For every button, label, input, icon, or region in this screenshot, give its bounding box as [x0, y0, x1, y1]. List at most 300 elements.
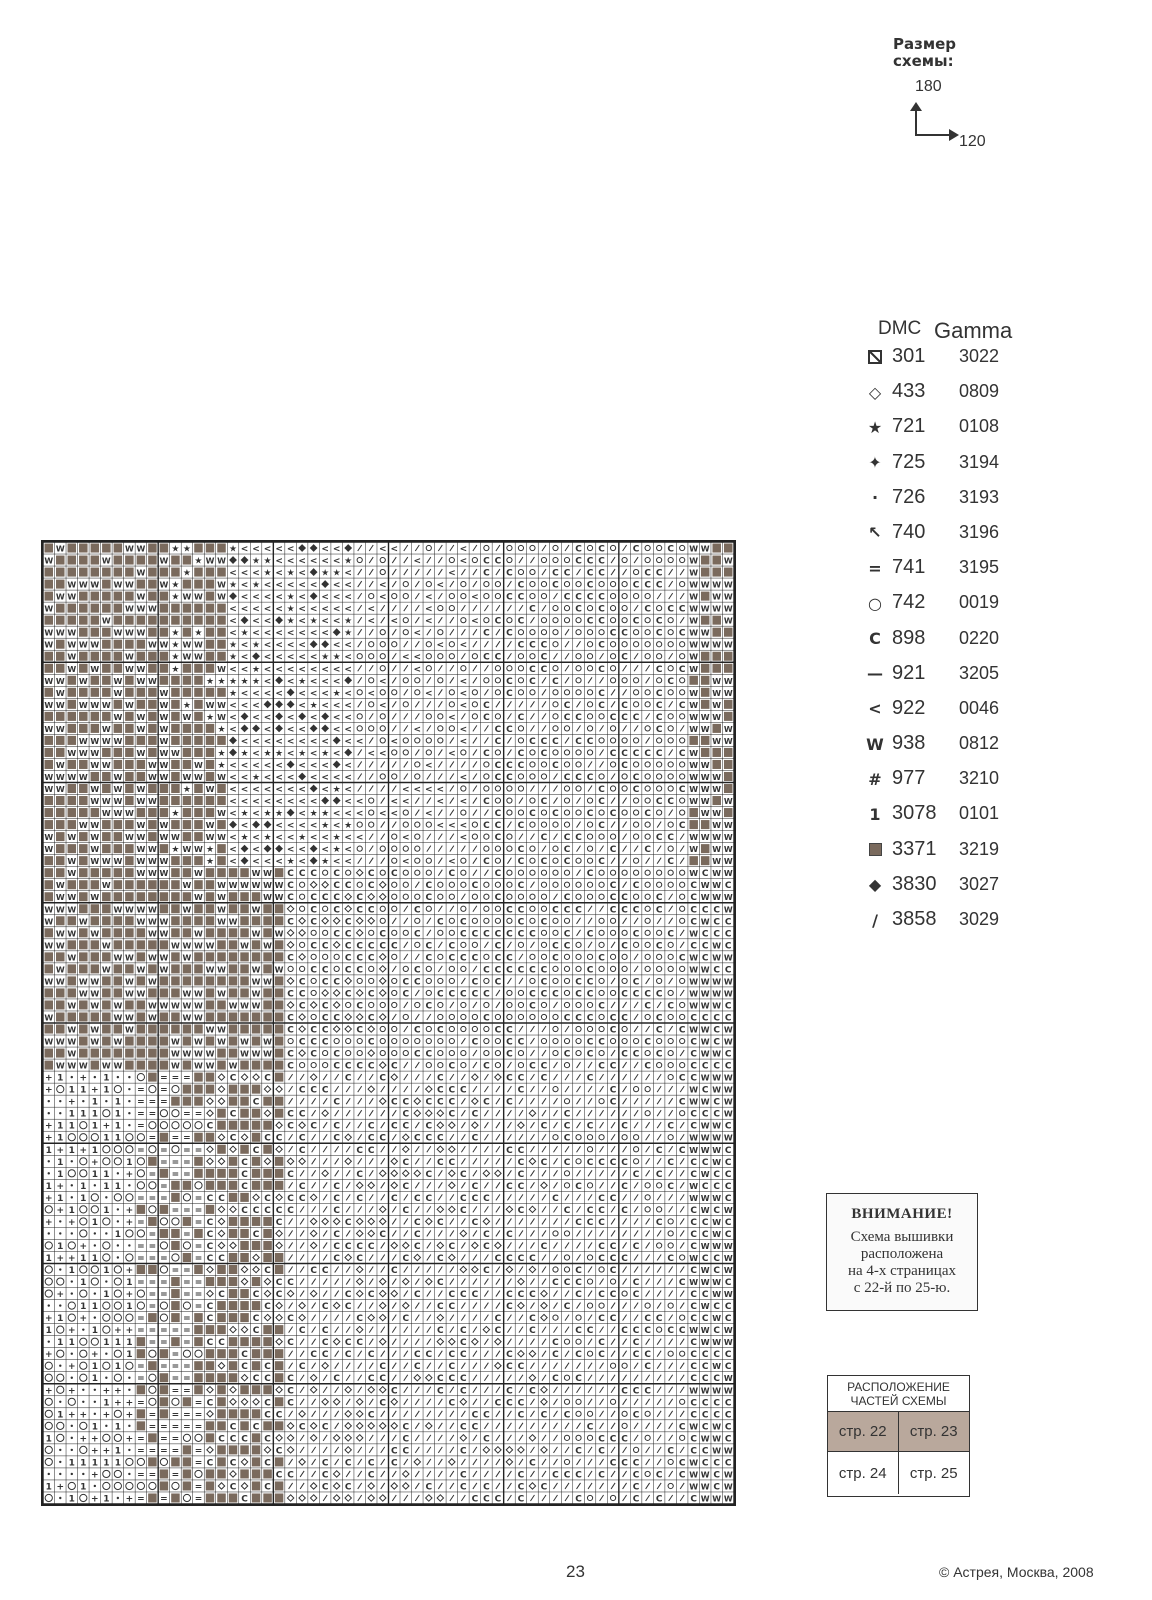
svg-text:C: C [333, 893, 340, 904]
svg-text:C: C [598, 953, 605, 964]
svg-text:=: = [160, 1097, 168, 1108]
svg-text:W: W [101, 941, 111, 951]
svg-text:C: C [367, 1013, 375, 1024]
svg-text:W: W [55, 977, 65, 987]
svg-text:C: C [678, 1458, 686, 1469]
svg-text:C: C [321, 1422, 329, 1433]
svg-text:C: C [413, 965, 421, 976]
svg-text:1: 1 [91, 1097, 98, 1108]
svg-text:W: W [67, 1049, 77, 1059]
svg-text:W: W [159, 857, 169, 867]
svg-text:<: < [240, 652, 249, 663]
svg-text:1: 1 [57, 1073, 64, 1084]
svg-text:C: C [540, 748, 548, 759]
svg-text:C: C [575, 604, 582, 615]
svg-text:<: < [471, 616, 479, 627]
svg-text:W: W [712, 977, 722, 987]
svg-text:C: C [506, 929, 513, 940]
svg-text:C: C [701, 1374, 709, 1385]
svg-text:<: < [436, 785, 445, 796]
svg-text:W: W [136, 797, 146, 807]
svg-text:C: C [379, 1073, 387, 1084]
svg-text:W: W [44, 917, 54, 927]
svg-text:C: C [529, 1253, 536, 1264]
svg-text:C: C [506, 1386, 513, 1397]
svg-text:<: < [425, 688, 433, 699]
svg-text:C: C [552, 568, 559, 579]
svg-text:1: 1 [114, 1133, 121, 1144]
svg-text:<: < [344, 700, 352, 711]
svg-text:C: C [563, 941, 571, 952]
svg-text:1: 1 [91, 1253, 98, 1264]
svg-text:C: C [621, 1121, 628, 1132]
svg-text:W: W [217, 592, 226, 602]
svg-text:C: C [713, 1458, 721, 1469]
svg-text:W: W [136, 833, 146, 843]
svg-text:C: C [344, 1338, 352, 1349]
svg-text:★: ★ [171, 592, 180, 603]
svg-text:+: + [44, 1386, 53, 1397]
svg-text:<: < [355, 797, 364, 808]
svg-text:C: C [321, 1350, 329, 1361]
svg-text:C: C [701, 1350, 709, 1361]
svg-text:W: W [136, 869, 146, 879]
svg-text:C: C [402, 1422, 410, 1433]
svg-text:W: W [159, 712, 169, 722]
svg-text:W: W [723, 688, 733, 698]
svg-text:C: C [690, 1109, 697, 1120]
svg-text:W: W [78, 748, 88, 758]
svg-text:=: = [148, 1422, 157, 1433]
svg-text:=: = [148, 1290, 157, 1301]
svg-text:W: W [90, 977, 100, 987]
svg-text:=: = [148, 1338, 157, 1349]
svg-text:<: < [309, 676, 318, 687]
svg-text:W: W [44, 724, 54, 734]
svg-text:W: W [689, 1097, 699, 1107]
svg-text:C: C [621, 941, 628, 952]
svg-text:★: ★ [309, 809, 318, 820]
svg-text:C: C [298, 1181, 306, 1192]
svg-text:<: < [344, 809, 352, 820]
svg-text:W: W [113, 676, 123, 686]
svg-text:C: C [367, 1133, 375, 1144]
svg-text:C: C [287, 1193, 294, 1204]
svg-text:C: C [701, 929, 709, 940]
svg-text:=: = [183, 1290, 191, 1301]
svg-text:C: C [413, 1133, 421, 1144]
svg-text:W: W [55, 893, 65, 903]
svg-text:★: ★ [217, 748, 226, 759]
svg-text:W: W [712, 580, 722, 590]
svg-text:W: W [217, 556, 226, 566]
svg-text:W: W [147, 676, 157, 686]
svg-text:★: ★ [321, 652, 330, 663]
svg-text:W: W [101, 724, 111, 734]
svg-text:W: W [712, 989, 722, 999]
svg-text:W: W [113, 905, 123, 915]
svg-text:C: C [460, 953, 467, 964]
legend-gamma-code: 0809 [959, 381, 1000, 402]
svg-text:C: C [529, 640, 536, 651]
svg-text:C: C [690, 917, 697, 928]
svg-text:W: W [723, 1037, 733, 1047]
svg-text:C: C [678, 664, 686, 675]
svg-text:C: C [701, 941, 709, 952]
svg-text:C: C [517, 1362, 525, 1373]
svg-text:C: C [367, 1350, 375, 1361]
svg-text:=: = [183, 1157, 191, 1168]
svg-text:W: W [712, 772, 722, 782]
svg-text:=: = [194, 1241, 203, 1252]
svg-text:C: C [425, 1133, 433, 1144]
svg-text:C: C [586, 1422, 594, 1433]
svg-text:C: C [529, 736, 536, 747]
svg-text:C: C [287, 989, 294, 1000]
svg-text:C: C [390, 941, 398, 952]
svg-text:C: C [655, 797, 663, 808]
svg-text:W: W [124, 652, 134, 662]
svg-text:C: C [356, 1193, 364, 1204]
svg-text:C: C [264, 1434, 271, 1445]
svg-text:<: < [286, 664, 295, 675]
svg-text:<: < [240, 664, 249, 675]
svg-text:C: C [206, 1314, 214, 1325]
svg-text:C: C [632, 1386, 640, 1397]
svg-text:W: W [723, 1338, 733, 1348]
svg-text:C: C [609, 1314, 617, 1325]
svg-text:<: < [240, 688, 249, 699]
svg-text:<: < [471, 592, 479, 603]
svg-text:C: C [632, 1458, 640, 1469]
scheme-parts-table [827, 1375, 970, 1497]
svg-text:C: C [598, 1037, 605, 1048]
svg-text:★: ★ [309, 616, 318, 627]
svg-text:C: C [494, 736, 502, 747]
svg-text:W: W [217, 580, 226, 590]
svg-text:C: C [298, 1133, 306, 1144]
svg-text:C: C [621, 893, 628, 904]
svg-text:W: W [689, 652, 699, 662]
svg-text:C: C [563, 893, 571, 904]
svg-text:1: 1 [68, 1494, 75, 1504]
svg-text:W: W [228, 1061, 238, 1071]
svg-text:C: C [598, 1241, 605, 1252]
svg-text:W: W [205, 965, 215, 975]
svg-text:C: C [367, 1145, 375, 1156]
svg-text:W: W [263, 941, 272, 951]
legend-gamma-code: 3022 [959, 346, 1000, 366]
svg-text:1: 1 [80, 1482, 87, 1493]
svg-text:C: C [437, 1097, 444, 1108]
svg-text:C: C [655, 628, 663, 639]
svg-text:W: W [159, 556, 169, 566]
svg-text:C: C [344, 953, 352, 964]
svg-text:W: W [194, 1061, 203, 1071]
svg-text:C: C [609, 1266, 617, 1277]
svg-text:C: C [333, 1241, 340, 1252]
svg-text:W: W [689, 616, 699, 626]
svg-text:<: < [240, 772, 249, 783]
svg-text:C: C [552, 736, 559, 747]
svg-text:C: C [655, 712, 663, 723]
svg-text:<: < [263, 772, 272, 783]
svg-text:C: C [344, 941, 352, 952]
svg-text:C: C [367, 1037, 375, 1048]
svg-text:W: W [205, 785, 215, 795]
svg-text:W: W [723, 676, 733, 686]
svg-text:C: C [437, 1025, 444, 1036]
svg-text:W: W [147, 845, 157, 855]
embroidery-chart [43, 542, 734, 1504]
svg-text:W: W [723, 1374, 733, 1384]
svg-text:<: < [367, 748, 375, 759]
svg-text:<: < [263, 797, 272, 808]
svg-text:C: C [540, 917, 548, 928]
svg-text:W: W [182, 652, 192, 662]
svg-text:1: 1 [103, 1458, 110, 1469]
svg-text:W: W [700, 712, 710, 722]
svg-text:W: W [723, 869, 733, 879]
svg-text:C: C [690, 1350, 697, 1361]
svg-text:C: C [529, 1061, 536, 1072]
svg-text:<: < [402, 797, 410, 808]
svg-text:1: 1 [91, 1422, 98, 1433]
svg-text:C: C [437, 1278, 444, 1289]
svg-text:C: C [655, 1470, 663, 1481]
legend-dmc-code: 742 [892, 591, 926, 614]
svg-text:=: = [194, 1290, 203, 1301]
svg-text:<: < [298, 568, 306, 579]
svg-text:=: = [148, 1133, 157, 1144]
svg-text:+: + [79, 1410, 88, 1421]
svg-text:W: W [723, 724, 733, 734]
svg-text:W: W [712, 1278, 722, 1288]
svg-text:C: C [287, 1338, 294, 1349]
svg-text:W: W [217, 664, 226, 674]
svg-text:<: < [286, 544, 295, 555]
svg-text:W: W [689, 833, 699, 843]
svg-text:=: = [171, 1374, 180, 1385]
svg-text:C: C [644, 1314, 651, 1325]
svg-text:C: C [483, 929, 490, 940]
svg-text:C: C [460, 1338, 467, 1349]
svg-text:1: 1 [103, 1266, 110, 1277]
svg-text:C: C [390, 1121, 398, 1132]
svg-text:C: C [609, 1193, 617, 1204]
svg-text:W: W [159, 724, 169, 734]
svg-text:C: C [575, 977, 582, 988]
svg-text:1: 1 [91, 1169, 98, 1180]
svg-text:W: W [113, 712, 123, 722]
svg-text:W: W [171, 748, 180, 758]
legend-header-gamma: Gamma [934, 318, 1013, 343]
svg-text:W: W [689, 544, 699, 554]
svg-text:1: 1 [114, 1446, 121, 1457]
svg-text:C: C [632, 1494, 640, 1504]
svg-text:C: C [333, 1097, 340, 1108]
svg-text:C: C [494, 724, 502, 735]
svg-text:1: 1 [103, 1290, 110, 1301]
svg-text:W: W [182, 845, 192, 855]
svg-text:C: C [609, 1097, 617, 1108]
svg-text:C: C [506, 1073, 513, 1084]
svg-text:★: ★ [194, 556, 203, 567]
svg-text:★: ★ [344, 821, 353, 832]
svg-text:W: W [723, 1290, 733, 1300]
svg-text:W: W [712, 845, 722, 855]
svg-text:C: C [701, 1410, 709, 1421]
svg-text:<: < [252, 736, 260, 747]
svg-text:C: C [713, 1266, 721, 1277]
svg-text:C: C [713, 1326, 721, 1337]
svg-text:1: 1 [57, 1241, 64, 1252]
svg-text:<: < [298, 797, 306, 808]
svg-text:C: C [540, 833, 548, 844]
svg-text:C: C [264, 1398, 271, 1409]
svg-text:W: W [700, 1037, 710, 1047]
svg-text:W: W [700, 977, 710, 987]
svg-text:C: C [724, 1350, 732, 1361]
svg-text:C: C [701, 1314, 709, 1325]
svg-text:C: C [575, 1470, 582, 1481]
notice-title: ВНИМАНИЕ! [851, 1206, 953, 1222]
svg-text:W: W [182, 1013, 192, 1023]
svg-text:C: C [367, 1458, 375, 1469]
svg-text:C: C [310, 1025, 317, 1036]
svg-text:C: C [333, 1049, 340, 1060]
svg-text:C: C [713, 1398, 721, 1409]
svg-text:W: W [101, 556, 111, 566]
svg-text:W: W [182, 989, 192, 999]
legend-symbol-icon: 1 [869, 804, 881, 824]
svg-text:C: C [298, 1037, 306, 1048]
svg-text:W: W [124, 977, 134, 987]
svg-text:W: W [113, 736, 123, 746]
svg-text:C: C [529, 1326, 536, 1337]
svg-text:W: W [700, 1266, 710, 1276]
svg-text:C: C [678, 1073, 686, 1084]
svg-text:★: ★ [171, 652, 180, 663]
svg-text:W: W [67, 664, 77, 674]
svg-text:W: W [689, 1253, 699, 1263]
svg-text:C: C [632, 785, 640, 796]
svg-text:W: W [217, 881, 226, 891]
svg-text:W: W [78, 676, 88, 686]
svg-text:C: C [344, 1302, 352, 1313]
svg-text:★: ★ [263, 833, 272, 844]
svg-text:W: W [700, 809, 710, 819]
svg-text:C: C [621, 1181, 628, 1192]
svg-text:C: C [713, 1374, 721, 1385]
svg-text:=: = [171, 1326, 180, 1337]
svg-text:<: < [425, 592, 433, 603]
svg-text:C: C [425, 1049, 433, 1060]
svg-text:W: W [113, 628, 123, 638]
svg-text:C: C [609, 712, 617, 723]
svg-text:C: C [425, 1097, 433, 1108]
svg-text:C: C [437, 989, 444, 1000]
svg-text:<: < [378, 592, 387, 603]
svg-text:W: W [90, 640, 100, 650]
svg-text:<: < [378, 544, 387, 555]
svg-text:<: < [332, 676, 341, 687]
svg-text:+: + [114, 1386, 122, 1397]
svg-text:+: + [125, 1217, 134, 1228]
svg-text:+: + [68, 1217, 76, 1228]
svg-text:C: C [621, 989, 628, 1000]
svg-text:1: 1 [114, 1422, 121, 1433]
svg-text:1: 1 [103, 1073, 110, 1084]
svg-text:C: C [609, 1241, 617, 1252]
svg-text:<: < [459, 676, 468, 687]
svg-text:W: W [182, 1049, 192, 1059]
svg-text:<: < [229, 724, 237, 735]
svg-text:C: C [563, 1157, 571, 1168]
svg-text:C: C [506, 568, 513, 579]
svg-text:W: W [44, 1013, 54, 1023]
svg-text:★: ★ [321, 809, 330, 820]
svg-text:W: W [90, 833, 100, 843]
svg-text:C: C [517, 929, 525, 940]
svg-text:C: C [655, 568, 663, 579]
svg-text:C: C [701, 1458, 709, 1469]
svg-text:C: C [344, 1217, 352, 1228]
svg-text:1: 1 [80, 1181, 87, 1192]
svg-text:<: < [275, 556, 283, 567]
svg-text:C: C [724, 1121, 732, 1132]
svg-text:1: 1 [103, 1398, 110, 1409]
svg-text:C: C [275, 1205, 283, 1216]
svg-text:C: C [344, 917, 352, 928]
legend-row [866, 414, 1036, 449]
svg-text:W: W [147, 869, 157, 879]
svg-text:1: 1 [126, 1350, 133, 1361]
svg-text:C: C [529, 664, 536, 675]
svg-text:<: < [309, 556, 318, 567]
svg-text:+: + [125, 1398, 134, 1409]
svg-text:W: W [240, 881, 249, 891]
svg-text:<: < [321, 628, 329, 639]
svg-text:C: C [379, 1362, 387, 1373]
svg-text:C: C [506, 1097, 513, 1108]
svg-text:★: ★ [344, 628, 353, 639]
svg-text:★: ★ [228, 544, 238, 555]
svg-text:W: W [101, 760, 111, 770]
svg-text:<: < [344, 712, 352, 723]
svg-text:W: W [159, 965, 169, 975]
svg-text:<: < [332, 712, 341, 723]
svg-text:W: W [182, 772, 192, 782]
svg-text:+: + [125, 1205, 134, 1216]
legend-gamma-code: 3027 [959, 873, 1000, 894]
svg-text:C: C [655, 580, 663, 591]
svg-text:C: C [678, 1025, 686, 1036]
svg-text:+: + [44, 1217, 53, 1228]
svg-text:=: = [183, 1422, 191, 1433]
svg-text:C: C [206, 1458, 214, 1469]
svg-text:C: C [713, 1013, 721, 1024]
svg-text:C: C [483, 821, 490, 832]
svg-text:W: W [700, 1494, 710, 1504]
svg-text:C: C [494, 1253, 502, 1264]
svg-text:C: C [667, 797, 674, 808]
svg-text:W: W [55, 628, 65, 638]
svg-text:C: C [690, 1290, 697, 1301]
svg-text:C: C [552, 941, 559, 952]
svg-text:C: C [356, 941, 364, 952]
svg-text:C: C [701, 1253, 709, 1264]
